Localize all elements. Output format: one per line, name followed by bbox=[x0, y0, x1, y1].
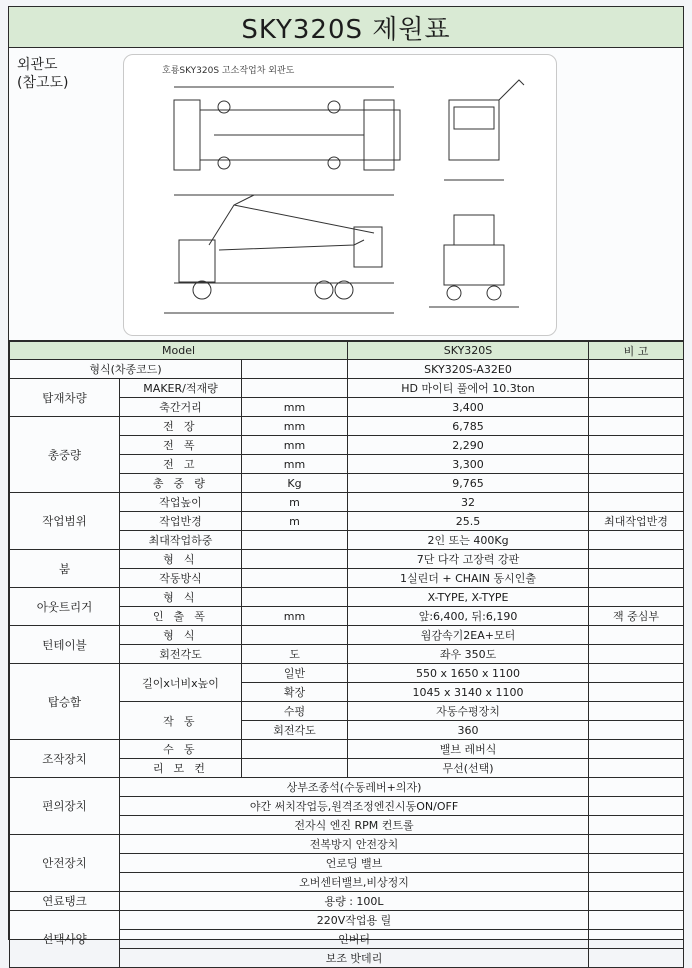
empty-cell bbox=[589, 645, 684, 664]
convenience-item: 전자식 엔진 RPM 컨트롤 bbox=[120, 816, 589, 835]
truck-blueprint-drawing bbox=[124, 55, 556, 335]
outrigger-span-label: 인 출 폭 bbox=[120, 607, 242, 626]
empty-cell bbox=[589, 379, 684, 398]
work-radius-note: 최대작업반경 bbox=[589, 512, 684, 531]
maker-value: HD 마이티 풀에어 10.3ton bbox=[348, 379, 589, 398]
max-load-label: 최대작업하중 bbox=[120, 531, 242, 550]
platform-normal-value: 550 x 1650 x 1100 bbox=[348, 664, 589, 683]
group-dims: 총중량 bbox=[10, 417, 120, 493]
empty-cell bbox=[589, 474, 684, 493]
option-item: 보조 밧데리 bbox=[120, 949, 589, 968]
work-height-value: 32 bbox=[348, 493, 589, 512]
group-platform: 탑승함 bbox=[10, 664, 120, 740]
table-header-row bbox=[10, 342, 684, 360]
empty-cell bbox=[589, 778, 684, 797]
header-model-value: SKY320S bbox=[348, 342, 589, 360]
group-safety: 안전장치 bbox=[10, 835, 120, 892]
outrigger-type-value: X-TYPE, X-TYPE bbox=[348, 588, 589, 607]
table-row bbox=[10, 778, 684, 797]
empty-cell bbox=[242, 360, 348, 379]
empty-cell bbox=[242, 569, 348, 588]
table-row bbox=[10, 379, 684, 398]
empty-cell bbox=[589, 949, 684, 968]
weight-unit: Kg bbox=[242, 474, 348, 493]
wheelbase-unit: mm bbox=[242, 398, 348, 417]
control-manual-value: 밸브 레버식 bbox=[348, 740, 589, 759]
empty-cell bbox=[589, 550, 684, 569]
exterior-diagram-section bbox=[9, 48, 683, 341]
control-manual-label: 수 동 bbox=[120, 740, 242, 759]
group-control: 조작장치 bbox=[10, 740, 120, 778]
table-row bbox=[10, 892, 684, 911]
outrigger-span-note: 잭 중심부 bbox=[589, 607, 684, 626]
wheelbase-label: 축간거리 bbox=[120, 398, 242, 417]
width-label: 전 폭 bbox=[120, 436, 242, 455]
platform-size-label: 길이x너비x높이 bbox=[120, 664, 242, 702]
group-options: 선택사양 bbox=[10, 911, 120, 968]
empty-cell bbox=[589, 664, 684, 683]
empty-cell bbox=[589, 911, 684, 930]
empty-cell bbox=[589, 873, 684, 892]
length-value: 6,785 bbox=[348, 417, 589, 436]
empty-cell bbox=[589, 569, 684, 588]
maker-label: MAKER/적재량 bbox=[120, 379, 242, 398]
empty-cell bbox=[589, 721, 684, 740]
turntable-type-value: 웜감속기2EA+모터 bbox=[348, 626, 589, 645]
safety-item: 전복방지 안전장치 bbox=[120, 835, 589, 854]
empty-cell bbox=[589, 759, 684, 778]
boom-method-value: 1실린더 + CHAIN 동시인출 bbox=[348, 569, 589, 588]
fuel-value: 용량 : 100L bbox=[120, 892, 589, 911]
empty-cell bbox=[589, 436, 684, 455]
group-convenience: 편의장치 bbox=[10, 778, 120, 835]
empty-cell bbox=[589, 797, 684, 816]
platform-ext-value: 1045 x 3140 x 1100 bbox=[348, 683, 589, 702]
table-row bbox=[10, 835, 684, 854]
weight-value: 9,765 bbox=[348, 474, 589, 493]
empty-cell bbox=[589, 398, 684, 417]
height-label: 전 고 bbox=[120, 455, 242, 474]
empty-cell bbox=[589, 493, 684, 512]
outrigger-span-value: 앞:6,400, 뒤:6,190 bbox=[348, 607, 589, 626]
group-boom: 붐 bbox=[10, 550, 120, 588]
empty-cell bbox=[589, 531, 684, 550]
length-label: 전 장 bbox=[120, 417, 242, 436]
spec-table bbox=[9, 341, 684, 968]
type-code-label: 형식(차종코드) bbox=[10, 360, 242, 379]
control-remote-value: 무선(선택) bbox=[348, 759, 589, 778]
wheelbase-value: 3,400 bbox=[348, 398, 589, 417]
empty-cell bbox=[242, 759, 348, 778]
table-row bbox=[10, 588, 684, 607]
table-row bbox=[10, 911, 684, 930]
table-row bbox=[10, 550, 684, 569]
empty-cell bbox=[589, 702, 684, 721]
boom-method-label: 작동방식 bbox=[120, 569, 242, 588]
spec-sheet bbox=[8, 6, 684, 965]
empty-cell bbox=[242, 626, 348, 645]
height-value: 3,300 bbox=[348, 455, 589, 474]
group-outrigger: 아웃트리거 bbox=[10, 588, 120, 626]
empty-cell bbox=[589, 835, 684, 854]
diagram-label bbox=[17, 56, 69, 92]
platform-op-label: 작 동 bbox=[120, 702, 242, 740]
header-note: 비 고 bbox=[589, 342, 684, 360]
platform-ext-label: 확장 bbox=[242, 683, 348, 702]
type-code-value: SKY320S-A32E0 bbox=[348, 360, 589, 379]
empty-cell bbox=[242, 379, 348, 398]
group-chassis: 탑재차량 bbox=[10, 379, 120, 417]
width-value: 2,290 bbox=[348, 436, 589, 455]
platform-level-value: 자동수평장치 bbox=[348, 702, 589, 721]
work-radius-value: 25.5 bbox=[348, 512, 589, 531]
length-unit: mm bbox=[242, 417, 348, 436]
empty-cell bbox=[242, 740, 348, 759]
control-remote-label: 리 모 컨 bbox=[120, 759, 242, 778]
outrigger-type-label: 형 식 bbox=[120, 588, 242, 607]
turntable-angle-label: 회전각도 bbox=[120, 645, 242, 664]
table-row bbox=[10, 493, 684, 512]
convenience-item: 야간 써치작업등,원격조정엔진시동ON/OFF bbox=[120, 797, 589, 816]
table-row bbox=[10, 740, 684, 759]
turntable-angle-value: 좌우 350도 bbox=[348, 645, 589, 664]
work-radius-unit: m bbox=[242, 512, 348, 531]
safety-item: 언로딩 밸브 bbox=[120, 854, 589, 873]
empty-cell bbox=[242, 550, 348, 569]
boom-type-label: 형 식 bbox=[120, 550, 242, 569]
max-load-value: 2인 또는 400Kg bbox=[348, 531, 589, 550]
turntable-angle-unit: 도 bbox=[242, 645, 348, 664]
drawing-caption: 호룡SKY320S 고소작업차 외관도 bbox=[162, 66, 295, 76]
empty-cell bbox=[589, 626, 684, 645]
platform-rot-label: 회전각도 bbox=[242, 721, 348, 740]
width-unit: mm bbox=[242, 436, 348, 455]
table-row bbox=[10, 417, 684, 436]
header-model: Model bbox=[10, 342, 348, 360]
option-item: 220V작업용 릴 bbox=[120, 911, 589, 930]
work-height-label: 작업높이 bbox=[120, 493, 242, 512]
platform-level-label: 수평 bbox=[242, 702, 348, 721]
empty-cell bbox=[589, 455, 684, 474]
turntable-type-label: 형 식 bbox=[120, 626, 242, 645]
table-row bbox=[10, 664, 684, 683]
outrigger-span-unit: mm bbox=[242, 607, 348, 626]
page-title: SKY320S 제원표 bbox=[9, 7, 683, 48]
platform-normal-label: 일반 bbox=[242, 664, 348, 683]
work-height-unit: m bbox=[242, 493, 348, 512]
group-turntable: 턴테이블 bbox=[10, 626, 120, 664]
group-work: 작업범위 bbox=[10, 493, 120, 550]
empty-cell bbox=[589, 854, 684, 873]
weight-label: 총 중 량 bbox=[120, 474, 242, 493]
empty-cell bbox=[589, 417, 684, 436]
empty-cell bbox=[589, 892, 684, 911]
convenience-item: 상부조종석(수동레버+의자) bbox=[120, 778, 589, 797]
diagram-label-line1: 외관도 bbox=[17, 57, 58, 73]
work-radius-label: 작업반경 bbox=[120, 512, 242, 531]
empty-cell bbox=[589, 588, 684, 607]
height-unit: mm bbox=[242, 455, 348, 474]
empty-cell bbox=[242, 588, 348, 607]
empty-cell bbox=[242, 531, 348, 550]
empty-cell bbox=[589, 360, 684, 379]
table-row bbox=[10, 626, 684, 645]
platform-rot-value: 360 bbox=[348, 721, 589, 740]
option-item: 인버터 bbox=[120, 930, 589, 949]
exterior-drawing bbox=[123, 54, 557, 336]
boom-type-value: 7단 다각 고장력 강판 bbox=[348, 550, 589, 569]
group-fuel: 연료탱크 bbox=[10, 892, 120, 911]
diagram-label-line2: (참고도) bbox=[17, 75, 69, 91]
empty-cell bbox=[589, 740, 684, 759]
table-row bbox=[10, 360, 684, 379]
empty-cell bbox=[589, 683, 684, 702]
empty-cell bbox=[589, 816, 684, 835]
safety-item: 오버센터밸브,비상정지 bbox=[120, 873, 589, 892]
